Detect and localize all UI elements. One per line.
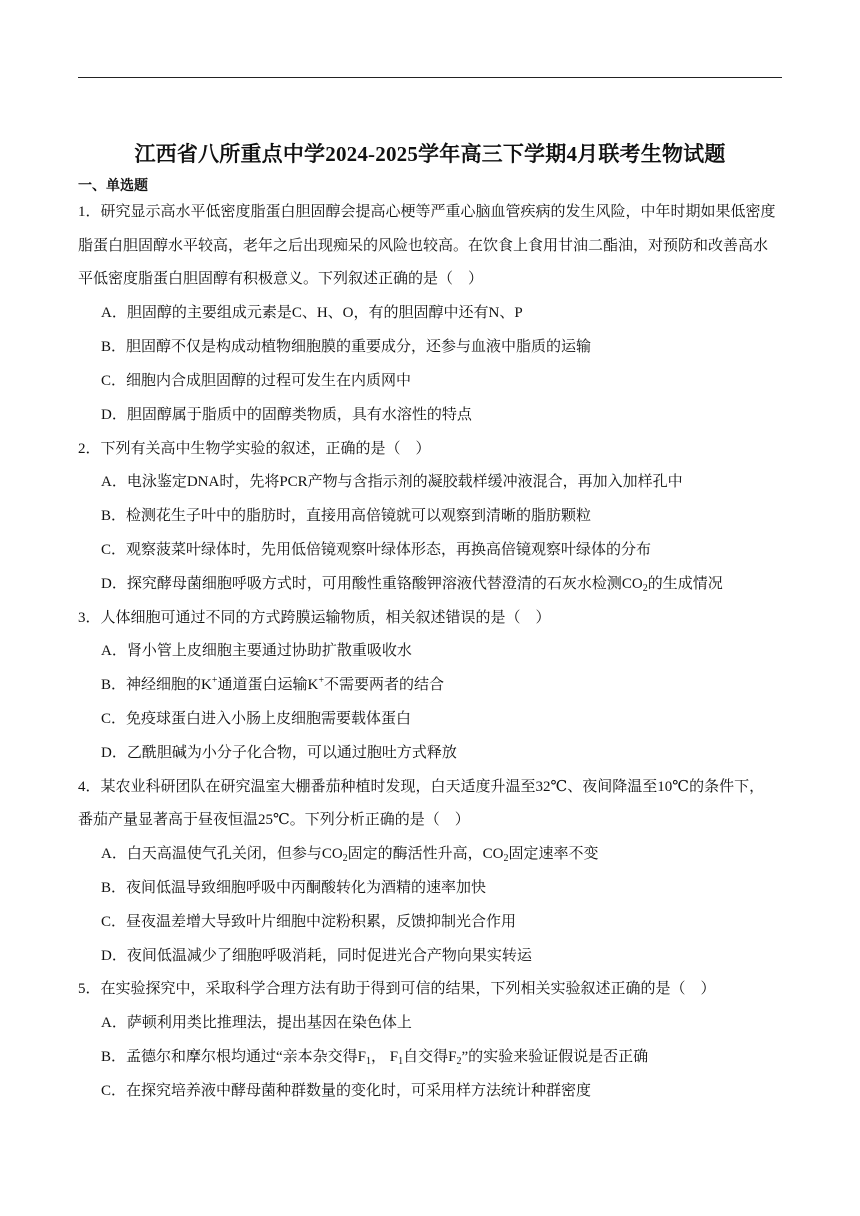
q1-option-a: A．胆固醇的主要组成元素是C、H、O，有的胆固醇中还有N、P <box>101 305 523 321</box>
q4-stem-line-1: 4．某农业科研团队在研究温室大棚番茄种植时发现，白天适度升温至32℃、夜间降温至10℃的条件下， <box>78 779 765 795</box>
q4-stem-line-2: 番茄产量显著高于昼夜恒温25℃。下列分析正确的是（ ） <box>78 812 470 828</box>
q1-option-d: D．胆固醇属于脂质中的固醇类物质，具有水溶性的特点 <box>101 407 472 423</box>
q3-option-d: D．乙酰胆碱为小分子化合物，可以通过胞吐方式释放 <box>101 745 457 761</box>
q5-stem: 5．在实验探究中，采取科学合理方法有助于得到可信的结果，下列相关实验叙述正确的是（ ） <box>78 981 716 997</box>
q2-stem: 2．下列有关高中生物学实验的叙述，正确的是（ ） <box>78 441 431 457</box>
q2-option-b: B．检测花生子叶中的脂肪时，直接用高倍镜就可以观察到清晰的脂肪颗粒 <box>101 508 592 524</box>
q4-option-c: C．昼夜温差增大导致叶片细胞中淀粉积累，反馈抑制光合作用 <box>101 914 517 930</box>
q5-option-b: B．孟德尔和摩尔根均通过“亲本杂交得$F_1$， $F_1$自交得$F_2$”的实验来验证假说是否正确 <box>101 1049 649 1067</box>
page-title: 江西省八所重点中学2024-2025学年高三下学期4月联考生物试题 <box>134 142 726 166</box>
q2-option-d: D．探究酵母菌细胞呼吸方式时，可用酸性重铬酸钾溶液代替澄清的石灰水检测$CO_2$的生成情况 <box>101 576 723 594</box>
q1-option-b: B．胆固醇不仅是构成动植物细胞膜的重要成分，还参与血液中脂质的运输 <box>101 339 592 355</box>
q4-option-a: A．白天高温使气孔关闭，但参与$CO_2$固定的酶活性升高，$CO_2$固定速率不变 <box>101 846 599 864</box>
q5-option-a: A．萨顿利用类比推理法，提出基因在染色体上 <box>101 1015 412 1031</box>
q3-option-b: B．神经细胞的K+通道蛋白运输K+不需要两者的结合 <box>101 675 444 693</box>
q3-option-a: A．肾小管上皮细胞主要通过协助扩散重吸收水 <box>101 643 412 659</box>
q4-option-d: D．夜间低温减少了细胞呼吸消耗，同时促进光合产物向果实转运 <box>101 948 532 964</box>
q2-option-a: A．电泳鉴定DNA时，先将PCR产物与含指示剂的凝胶载样缓冲液混合，再加入加样孔中 <box>101 474 683 490</box>
section-heading: 一、单选题 <box>78 179 148 194</box>
q5-option-c: C．在探究培养液中酵母菌种群数量的变化时，可采用样方法统计种群密度 <box>101 1083 592 1099</box>
q3-option-c: C．免疫球蛋白进入小肠上皮细胞需要载体蛋白 <box>101 711 412 727</box>
q1-stem-line-1: 1．研究显示高水平低密度脂蛋白胆固醇会提高心梗等严重心脑血管疾病的发生风险，中年时期如果低密度 <box>78 204 776 220</box>
q4-option-b: B．夜间低温导致细胞呼吸中丙酮酸转化为酒精的速率加快 <box>101 880 487 896</box>
q2-option-c: C．观察菠菜叶绿体时，先用低倍镜观察叶绿体形态，再换高倍镜观察叶绿体的分布 <box>101 542 652 558</box>
q1-stem-line-2: 脂蛋白胆固醇水平较高，老年之后出现痴呆的风险也较高。在饮食上食用甘油二酯油，对预防和改善高水 <box>78 238 769 254</box>
q1-stem-line-3: 平低密度脂蛋白胆固醇有积极意义。下列叙述正确的是（ ） <box>78 271 484 287</box>
header-rule <box>78 77 782 78</box>
q1-option-c: C．细胞内合成胆固醇的过程可发生在内质网中 <box>101 373 412 389</box>
q3-stem: 3．人体细胞可通过不同的方式跨膜运输物质，相关叙述错误的是（ ） <box>78 610 551 626</box>
